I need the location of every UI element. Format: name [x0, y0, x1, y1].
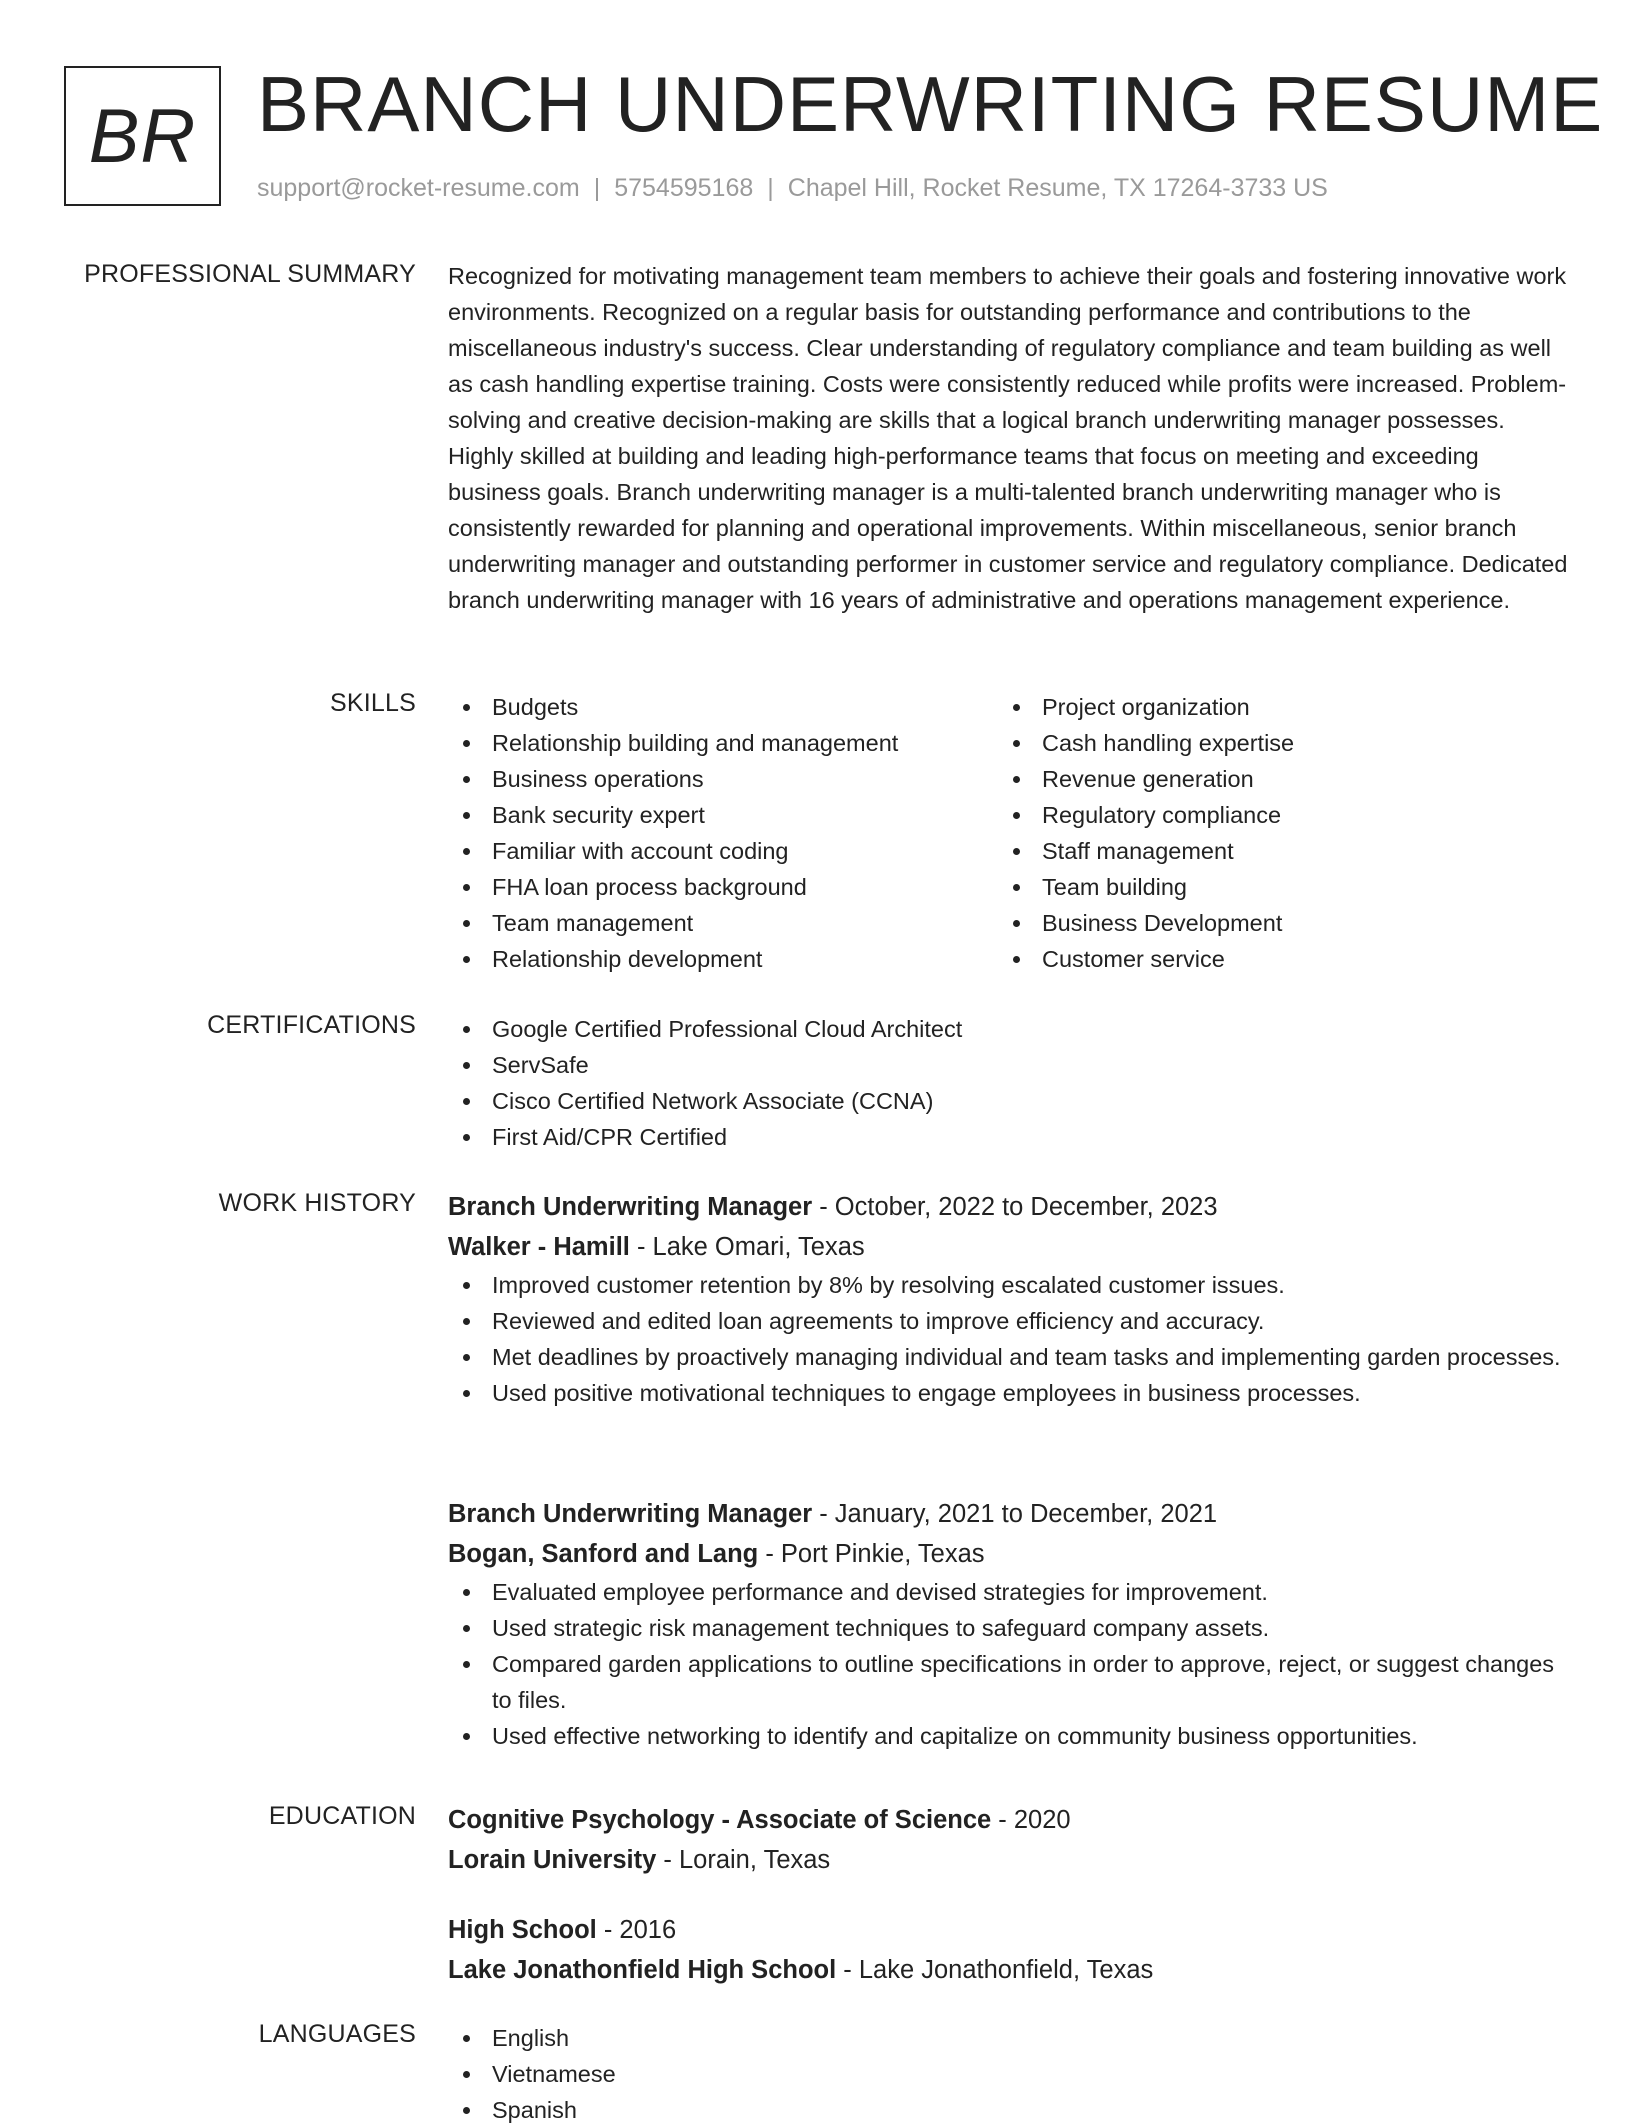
certification-item: First Aid/CPR Certified — [448, 1119, 1568, 1155]
skill-item: Project organization — [998, 689, 1548, 725]
work-history-body-2 — [448, 1494, 1568, 1754]
language-item: Spanish — [448, 2092, 1568, 2128]
skill-item: Business operations — [448, 761, 998, 797]
education-year: - 2016 — [596, 1916, 677, 1944]
skill-item: Team management — [448, 905, 998, 941]
education-body-2 — [448, 1910, 1568, 1990]
certifications-body — [448, 1011, 1568, 1155]
job-bullet: Met deadlines by proactively managing individual and team tasks and implementing garden processes. — [448, 1339, 1568, 1375]
certification-item: ServSafe — [448, 1047, 1568, 1083]
education-entry — [448, 1800, 1568, 1880]
education-school: Lake Jonathonfield High School — [448, 1956, 837, 1984]
certification-item: Google Certified Professional Cloud Architect — [448, 1011, 1568, 1047]
job-title-line — [448, 1187, 1568, 1227]
job-dates: - October, 2022 to December, 2023 — [812, 1193, 1218, 1221]
skills-grid — [448, 689, 1568, 977]
contact-email[interactable]: support@rocket-resume.com — [257, 174, 580, 202]
education-school-line — [448, 1950, 1568, 1990]
job-dates: - January, 2021 to December, 2021 — [812, 1500, 1218, 1528]
section-label-skills: SKILLS — [330, 689, 416, 717]
skill-item: Relationship building and management — [448, 725, 998, 761]
job-location: - Port Pinkie, Texas — [758, 1540, 985, 1568]
contact-phone[interactable]: 5754595168 — [614, 174, 754, 202]
skill-item: Budgets — [448, 689, 998, 725]
section-label-summary: PROFESSIONAL SUMMARY — [84, 260, 416, 288]
job-bullet: Used strategic risk management techniques to safeguard company assets. — [448, 1610, 1568, 1646]
language-item: English — [448, 2020, 1568, 2056]
skill-item: Relationship development — [448, 941, 998, 977]
job-bullet: Used positive motivational techniques to engage employees in business processes. — [448, 1375, 1568, 1411]
education-entry — [448, 1910, 1568, 1990]
education-location: - Lorain, Texas — [656, 1846, 831, 1874]
education-degree-line — [448, 1910, 1568, 1950]
job-company-line — [448, 1227, 1568, 1267]
skill-item: Staff management — [998, 833, 1548, 869]
summary-text: Recognized for motivating management team members to achieve their goals and fostering innovative work environments. Recognized on a regular basis for outstanding performance and contributions to the miscellaneous industry's success. Clear understanding of regulatory compliance and team building as well as cash handling expertise training. Costs were consistently reduced while profits were increased. Problem-solving and creative decision-making are skills that a logical branch underwriting manager possesses. Highly skilled at building and leading high-performance teams that focus on meeting and exceeding business goals. Branch underwriting manager is a multi-talented branch underwriting manager who is consistently rewarded for planning and operational improvements. Within miscellaneous, senior branch underwriting manager and outstanding performer in customer service and regulatory compliance. Dedicated branch underwriting manager with 16 years of administrative and operations management experience. — [448, 263, 1568, 613]
skill-item: Bank security expert — [448, 797, 998, 833]
language-item: Vietnamese — [448, 2056, 1568, 2092]
skills-body — [448, 689, 1568, 977]
education-school-line — [448, 1840, 1568, 1880]
section-label-certifications: CERTIFICATIONS — [207, 1011, 416, 1039]
monogram-badge: BR — [64, 66, 221, 206]
certifications-list — [448, 1011, 1568, 1155]
section-label-languages: LANGUAGES — [258, 2020, 416, 2048]
job-location: - Lake Omari, Texas — [629, 1233, 865, 1261]
job-bullet: Used effective networking to identify and capitalize on community business opportunities. — [448, 1718, 1568, 1754]
job-bullets — [448, 1267, 1568, 1411]
resume-header — [64, 60, 1604, 214]
summary-body — [448, 258, 1568, 618]
section-label-education: EDUCATION — [268, 1802, 416, 1830]
job-title: Branch Underwriting Manager — [448, 1193, 813, 1221]
skill-item: Familiar with account coding — [448, 833, 998, 869]
education-year: - 2020 — [991, 1806, 1071, 1834]
certification-item: Cisco Certified Network Associate (CCNA) — [448, 1083, 1568, 1119]
contact-separator: | — [593, 174, 601, 202]
job-entry — [448, 1494, 1568, 1754]
skill-item: FHA loan process background — [448, 869, 998, 905]
skill-item: Cash handling expertise — [998, 725, 1548, 761]
job-company-line — [448, 1534, 1568, 1574]
education-degree: High School — [448, 1916, 597, 1944]
section-label-work-history: WORK HISTORY — [218, 1189, 416, 1217]
education-degree-line — [448, 1800, 1568, 1840]
job-company: Bogan, Sanford and Lang — [448, 1540, 759, 1568]
job-bullets — [448, 1574, 1568, 1754]
education-degree: Cognitive Psychology - Associate of Science — [448, 1806, 992, 1834]
resume-title: BRANCH UNDERWRITING RESUME — [257, 60, 1604, 148]
education-location: - Lake Jonathonfield, Texas — [836, 1956, 1154, 1984]
job-bullet: Reviewed and edited loan agreements to improve efficiency and accuracy. — [448, 1303, 1568, 1339]
job-bullet: Evaluated employee performance and devised strategies for improvement. — [448, 1574, 1568, 1610]
skill-item: Business Development — [998, 905, 1548, 941]
skill-item: Revenue generation — [998, 761, 1548, 797]
contact-separator: | — [767, 174, 774, 202]
contact-address: Chapel Hill, Rocket Resume, TX 17264-3733 US — [787, 174, 1328, 202]
skill-item: Regulatory compliance — [998, 797, 1548, 833]
work-history-body — [448, 1187, 1568, 1411]
job-company: Walker - Hamill — [448, 1233, 630, 1261]
education-school: Lorain University — [448, 1846, 657, 1874]
job-entry — [448, 1187, 1568, 1411]
job-title: Branch Underwriting Manager — [448, 1500, 813, 1528]
contact-line — [257, 174, 1328, 203]
job-title-line — [448, 1494, 1568, 1534]
skills-list-right — [998, 689, 1548, 977]
job-bullet: Compared garden applications to outline specifications in order to approve, reject, or suggest changes to files. — [448, 1646, 1568, 1718]
skill-item: Customer service — [998, 941, 1548, 977]
skill-item: Team building — [998, 869, 1548, 905]
education-body — [448, 1800, 1568, 1880]
job-bullet: Improved customer retention by 8% by resolving escalated customer issues. — [448, 1267, 1568, 1303]
skills-list-left — [448, 689, 998, 977]
